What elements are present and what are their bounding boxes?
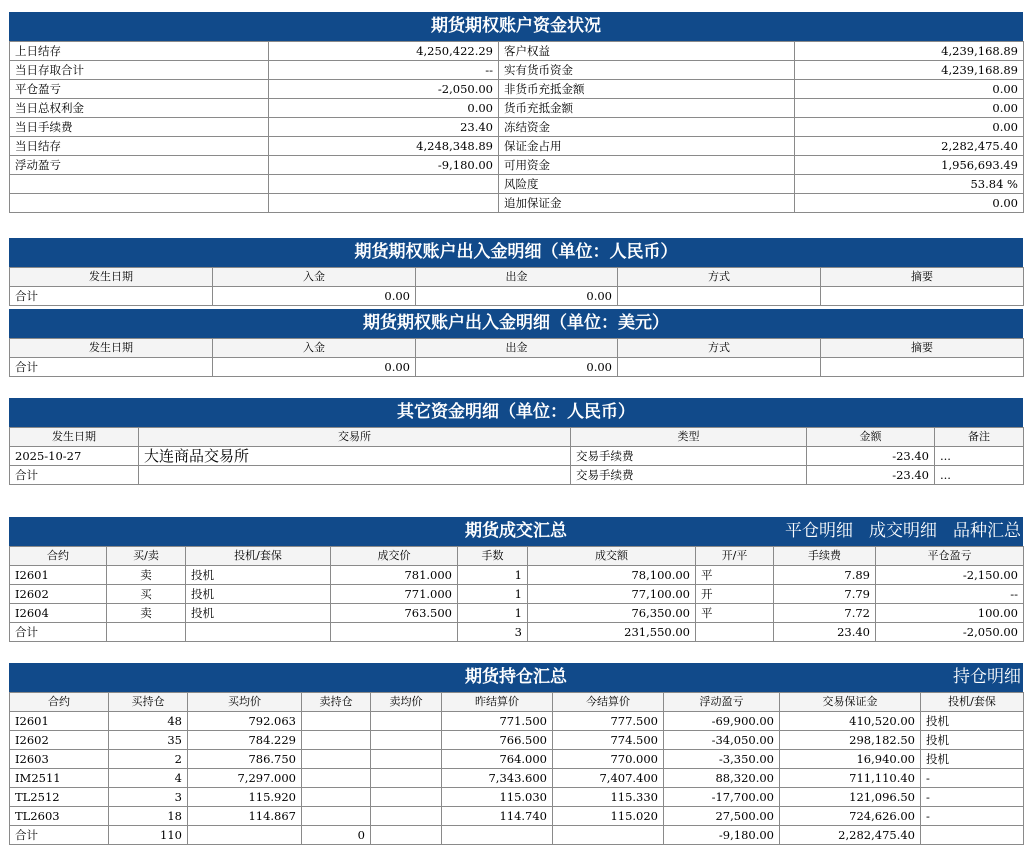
table-cell: 114.867	[188, 807, 302, 826]
column-header: 交易所	[139, 428, 571, 447]
table-cell: 1	[458, 566, 528, 585]
table-cell: 774.500	[553, 731, 664, 750]
table-cell	[302, 769, 371, 788]
column-header: 方式	[618, 268, 821, 287]
table-row	[10, 623, 1024, 642]
trades-section	[9, 517, 1023, 642]
field-label: 当日总权利金	[10, 99, 269, 118]
flow-rmb-table	[9, 267, 1024, 306]
table-cell	[371, 712, 442, 731]
section-title: 期货期权账户出入金明细（单位：美元）	[363, 313, 669, 333]
table-cell: 110	[109, 826, 188, 845]
table-cell: 合计	[10, 287, 213, 306]
field-value: 53.84 %	[795, 175, 1024, 194]
field-label: 当日手续费	[10, 118, 269, 137]
header-row	[10, 339, 1024, 358]
table-cell: -2,150.00	[876, 566, 1024, 585]
table-cell: -	[921, 788, 1024, 807]
table-cell: 买	[107, 585, 186, 604]
table-cell: 7.89	[774, 566, 876, 585]
column-header: 摘要	[821, 268, 1024, 287]
table-cell	[921, 826, 1024, 845]
field-value: 23.40	[269, 118, 499, 137]
table-row	[10, 137, 1024, 156]
trades-links	[769, 517, 1021, 546]
column-header: 卖持仓	[302, 693, 371, 712]
section-title: 期货期权账户出入金明细（单位：人民币）	[354, 242, 678, 262]
table-cell: 114.740	[442, 807, 553, 826]
table-cell	[302, 750, 371, 769]
section-title: 其它资金明细（单位：人民币）	[397, 402, 635, 422]
table-cell: 792.063	[188, 712, 302, 731]
field-value: --	[269, 61, 499, 80]
account-status-header	[9, 12, 1023, 41]
table-cell: 766.500	[442, 731, 553, 750]
table-cell: 0.00	[416, 358, 618, 377]
table-cell: 115.030	[442, 788, 553, 807]
table-cell: -34,050.00	[664, 731, 780, 750]
table-cell: 115.920	[188, 788, 302, 807]
column-header: 发生日期	[10, 268, 213, 287]
table-cell: 27,500.00	[664, 807, 780, 826]
table-cell: 764.000	[442, 750, 553, 769]
column-header: 买持仓	[109, 693, 188, 712]
table-row	[10, 358, 1024, 377]
field-value: 4,239,168.89	[795, 61, 1024, 80]
field-label: 货币充抵金额	[499, 99, 795, 118]
field-value: 0.00	[795, 99, 1024, 118]
column-header: 入金	[213, 268, 416, 287]
table-cell: 298,182.50	[780, 731, 921, 750]
table-cell	[371, 750, 442, 769]
other-funds-table	[9, 427, 1024, 485]
header-row	[10, 547, 1024, 566]
table-cell: -9,180.00	[664, 826, 780, 845]
table-cell: 交易手续费	[571, 466, 807, 485]
table-row	[10, 769, 1024, 788]
table-cell	[302, 807, 371, 826]
column-header: 浮动盈亏	[664, 693, 780, 712]
column-header: 方式	[618, 339, 821, 358]
field-label: 浮动盈亏	[10, 156, 269, 175]
table-cell: 115.020	[553, 807, 664, 826]
table-cell	[371, 826, 442, 845]
table-cell: -17,700.00	[664, 788, 780, 807]
table-row	[10, 731, 1024, 750]
table-cell: I2604	[10, 604, 107, 623]
table-row	[10, 99, 1024, 118]
table-cell: 3	[458, 623, 528, 642]
column-header: 出金	[416, 339, 618, 358]
table-cell: 1	[458, 585, 528, 604]
field-label: 当日存取合计	[10, 61, 269, 80]
account-status-section	[9, 12, 1023, 213]
table-cell	[696, 623, 774, 642]
table-cell	[302, 712, 371, 731]
table-cell: 88,320.00	[664, 769, 780, 788]
table-cell	[371, 769, 442, 788]
table-row	[10, 750, 1024, 769]
table-cell: 投机	[921, 731, 1024, 750]
field-value: -2,050.00	[269, 80, 499, 99]
column-header: 类型	[571, 428, 807, 447]
table-cell: 76,350.00	[528, 604, 696, 623]
table-cell	[371, 731, 442, 750]
table-row	[10, 466, 1024, 485]
table-cell	[188, 826, 302, 845]
table-cell	[371, 807, 442, 826]
field-label: 平仓盈亏	[10, 80, 269, 99]
table-cell: 合计	[10, 466, 139, 485]
table-row	[10, 566, 1024, 585]
table-cell	[139, 466, 571, 485]
table-cell: -23.40	[807, 447, 935, 466]
field-label: 风险度	[499, 175, 795, 194]
column-header: 摘要	[821, 339, 1024, 358]
table-cell: 777.500	[553, 712, 664, 731]
account-status-table	[9, 41, 1024, 213]
flow-usd-table	[9, 338, 1024, 377]
table-cell: TL2512	[10, 788, 109, 807]
table-cell: 投机	[921, 750, 1024, 769]
table-cell: 7.79	[774, 585, 876, 604]
table-row	[10, 604, 1024, 623]
table-cell: 7,407.400	[553, 769, 664, 788]
column-header: 合约	[10, 693, 109, 712]
table-cell: 投机	[921, 712, 1024, 731]
table-cell: 16,940.00	[780, 750, 921, 769]
field-value	[269, 194, 499, 213]
other-funds-header	[9, 398, 1023, 427]
column-header: 买/卖	[107, 547, 186, 566]
column-header: 手续费	[774, 547, 876, 566]
column-header: 金额	[807, 428, 935, 447]
table-row	[10, 118, 1024, 137]
other-funds-section	[9, 398, 1023, 485]
column-header: 投机/套保	[921, 693, 1024, 712]
table-cell	[442, 826, 553, 845]
table-cell: 23.40	[774, 623, 876, 642]
table-cell: I2602	[10, 731, 109, 750]
positions-links	[937, 663, 1021, 692]
table-cell: ...	[935, 447, 1024, 466]
column-header: 开/平	[696, 547, 774, 566]
header-row	[10, 268, 1024, 287]
column-header: 入金	[213, 339, 416, 358]
table-cell: 3	[109, 788, 188, 807]
table-cell: 7.72	[774, 604, 876, 623]
positions-header	[9, 663, 1023, 692]
field-label: 追加保证金	[499, 194, 795, 213]
header-row	[10, 693, 1024, 712]
table-cell: 1	[458, 604, 528, 623]
table-cell: 投机	[186, 604, 331, 623]
column-header: 卖均价	[371, 693, 442, 712]
table-cell: 大连商品交易所	[139, 447, 571, 466]
positions-section	[9, 663, 1023, 845]
table-cell: 2025-10-27	[10, 447, 139, 466]
table-cell: 卖	[107, 604, 186, 623]
table-cell: 平	[696, 604, 774, 623]
column-header: 出金	[416, 268, 618, 287]
table-cell: 115.330	[553, 788, 664, 807]
trades-table	[9, 546, 1024, 642]
field-label: 保证金占用	[499, 137, 795, 156]
table-cell: -23.40	[807, 466, 935, 485]
table-cell: 2	[109, 750, 188, 769]
table-cell: 724,626.00	[780, 807, 921, 826]
table-cell	[553, 826, 664, 845]
column-header: 昨结算价	[442, 693, 553, 712]
trades-header	[9, 517, 1023, 546]
table-row	[10, 712, 1024, 731]
section-title: 期货期权账户资金状况	[431, 16, 601, 36]
table-cell: 781.000	[331, 566, 458, 585]
table-cell: TL2603	[10, 807, 109, 826]
field-label	[10, 175, 269, 194]
table-cell: 0	[302, 826, 371, 845]
table-cell: 0.00	[213, 358, 416, 377]
report-link[interactable]: 品种汇总	[953, 521, 1021, 541]
column-header: 合约	[10, 547, 107, 566]
header-row	[10, 428, 1024, 447]
flow-usd-section	[9, 309, 1023, 377]
field-value: 4,248,348.89	[269, 137, 499, 156]
field-label: 当日结存	[10, 137, 269, 156]
table-cell: -3,350.00	[664, 750, 780, 769]
field-value: 4,239,168.89	[795, 42, 1024, 61]
table-row	[10, 826, 1024, 845]
report-link[interactable]: 平仓明细	[785, 521, 853, 541]
table-cell: 410,520.00	[780, 712, 921, 731]
column-header: 发生日期	[10, 339, 213, 358]
table-cell: I2603	[10, 750, 109, 769]
table-row	[10, 447, 1024, 466]
field-value: 0.00	[795, 194, 1024, 213]
field-label: 非货币充抵金额	[499, 80, 795, 99]
section-title: 期货持仓汇总	[465, 667, 567, 687]
column-header: 买均价	[188, 693, 302, 712]
report-link[interactable]: 成交明细	[869, 521, 937, 541]
table-cell: -	[921, 769, 1024, 788]
table-cell: 7,297.000	[188, 769, 302, 788]
table-cell: 开	[696, 585, 774, 604]
table-cell	[821, 358, 1024, 377]
table-row	[10, 287, 1024, 306]
table-cell	[302, 731, 371, 750]
table-cell: 77,100.00	[528, 585, 696, 604]
table-cell: 平	[696, 566, 774, 585]
column-header: 发生日期	[10, 428, 139, 447]
report-link[interactable]: 持仓明细	[953, 667, 1021, 687]
table-cell: 771.500	[442, 712, 553, 731]
table-cell	[618, 287, 821, 306]
field-value: -9,180.00	[269, 156, 499, 175]
field-value: 1,956,693.49	[795, 156, 1024, 175]
table-cell: I2601	[10, 566, 107, 585]
field-value: 0.00	[795, 118, 1024, 137]
table-row	[10, 807, 1024, 826]
table-cell: 交易手续费	[571, 447, 807, 466]
field-value: 2,282,475.40	[795, 137, 1024, 156]
table-cell	[821, 287, 1024, 306]
table-cell: 7,343.600	[442, 769, 553, 788]
column-header: 今结算价	[553, 693, 664, 712]
table-row	[10, 156, 1024, 175]
table-row	[10, 788, 1024, 807]
field-label	[10, 194, 269, 213]
table-cell: 100.00	[876, 604, 1024, 623]
table-cell: 763.500	[331, 604, 458, 623]
table-cell	[186, 623, 331, 642]
flow-usd-header	[9, 309, 1023, 338]
table-row	[10, 585, 1024, 604]
table-cell: 0.00	[416, 287, 618, 306]
table-cell: 771.000	[331, 585, 458, 604]
field-label: 客户权益	[499, 42, 795, 61]
table-cell: 711,110.40	[780, 769, 921, 788]
column-header: 投机/套保	[186, 547, 331, 566]
table-cell: 合计	[10, 358, 213, 377]
table-cell	[107, 623, 186, 642]
table-cell: 4	[109, 769, 188, 788]
column-header: 交易保证金	[780, 693, 921, 712]
table-cell: -2,050.00	[876, 623, 1024, 642]
column-header: 成交额	[528, 547, 696, 566]
section-title: 期货成交汇总	[465, 521, 567, 541]
flow-rmb-header	[9, 238, 1023, 267]
table-row	[10, 42, 1024, 61]
table-row	[10, 194, 1024, 213]
table-cell: 投机	[186, 566, 331, 585]
field-label: 实有货币资金	[499, 61, 795, 80]
table-cell: --	[876, 585, 1024, 604]
column-header: 手数	[458, 547, 528, 566]
table-cell: 0.00	[213, 287, 416, 306]
table-cell	[331, 623, 458, 642]
field-label: 冻结资金	[499, 118, 795, 137]
table-cell: 786.750	[188, 750, 302, 769]
column-header: 成交价	[331, 547, 458, 566]
table-cell: 合计	[10, 826, 109, 845]
table-cell: 2,282,475.40	[780, 826, 921, 845]
flow-rmb-section	[9, 238, 1023, 306]
field-label: 上日结存	[10, 42, 269, 61]
table-cell: -69,900.00	[664, 712, 780, 731]
table-cell	[371, 788, 442, 807]
positions-table	[9, 692, 1024, 845]
table-row	[10, 175, 1024, 194]
table-cell: 231,550.00	[528, 623, 696, 642]
table-cell: 78,100.00	[528, 566, 696, 585]
table-row	[10, 61, 1024, 80]
table-cell: 35	[109, 731, 188, 750]
table-cell: IM2511	[10, 769, 109, 788]
table-cell: 18	[109, 807, 188, 826]
table-cell: 48	[109, 712, 188, 731]
field-value: 0.00	[795, 80, 1024, 99]
column-header: 平仓盈亏	[876, 547, 1024, 566]
table-cell: 770.000	[553, 750, 664, 769]
table-cell: I2601	[10, 712, 109, 731]
table-cell: 合计	[10, 623, 107, 642]
table-cell: 121,096.50	[780, 788, 921, 807]
field-value	[269, 175, 499, 194]
field-label: 可用资金	[499, 156, 795, 175]
table-cell: -	[921, 807, 1024, 826]
field-value: 4,250,422.29	[269, 42, 499, 61]
table-cell: I2602	[10, 585, 107, 604]
table-cell: 投机	[186, 585, 331, 604]
table-cell	[302, 788, 371, 807]
table-row	[10, 80, 1024, 99]
column-header: 备注	[935, 428, 1024, 447]
table-cell: ...	[935, 466, 1024, 485]
table-cell	[618, 358, 821, 377]
field-value: 0.00	[269, 99, 499, 118]
table-cell: 卖	[107, 566, 186, 585]
table-cell: 784.229	[188, 731, 302, 750]
